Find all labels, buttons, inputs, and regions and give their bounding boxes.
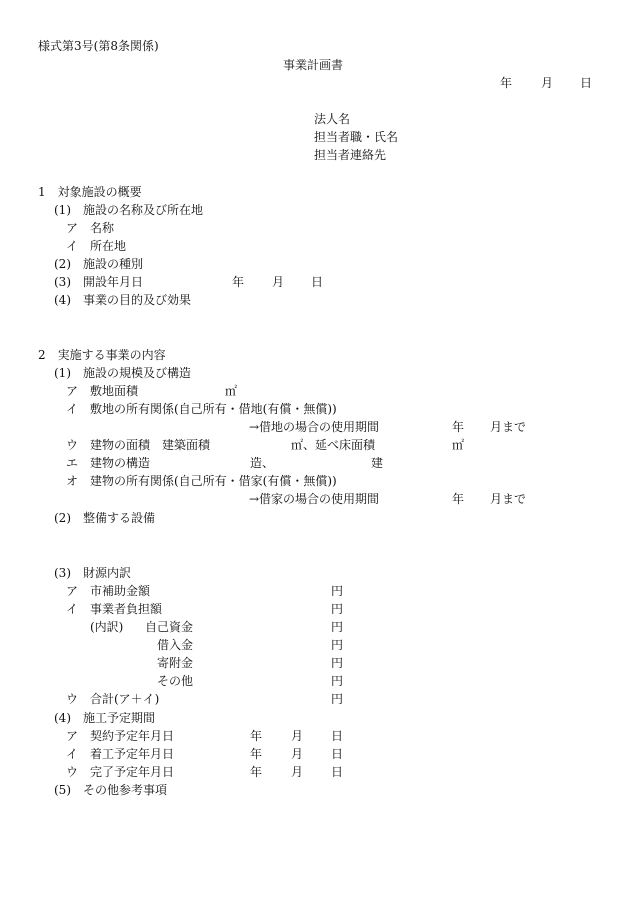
sec1-item-1: (1) 施設の名称及び所在地 — [54, 203, 203, 217]
open-date-day: 日 — [311, 275, 324, 289]
completion-date-month: 月 — [291, 765, 304, 779]
city-subsidy-label: ア 市補助金額 — [66, 584, 151, 598]
person-label: 担当者職・氏名 — [314, 130, 399, 144]
total-yen: 円 — [331, 692, 344, 706]
contract-date-day: 日 — [331, 729, 344, 743]
floor-area-unit: ㎡ — [452, 438, 465, 452]
lease-period-label: →借地の場合の使用期間 — [249, 420, 380, 434]
loan-yen: 円 — [331, 638, 344, 652]
sec1-item-2: (2) 施設の種別 — [54, 257, 143, 271]
sec2-item-3: (3) 財源内訳 — [54, 566, 131, 580]
contract-date-year: 年 — [250, 729, 263, 743]
building-ownership-label: オ 建物の所有関係(自己所有・借家(有償・無償)) — [66, 474, 337, 488]
rental-period-year: 年 — [452, 492, 465, 506]
operator-burden-yen: 円 — [331, 602, 344, 616]
contract-date-label: ア 契約予定年月日 — [66, 729, 175, 743]
contract-date-month: 月 — [291, 729, 304, 743]
rental-period-until: 月まで — [490, 492, 527, 506]
start-date-year: 年 — [250, 747, 263, 761]
facility-address-label: イ 所在地 — [66, 239, 127, 253]
building-structure-label: エ 建物の構造 — [66, 456, 151, 470]
sec1-item-4: (4) 事業の目的及び効果 — [54, 293, 191, 307]
facility-name-label: ア 名称 — [66, 221, 115, 235]
corp-name-label: 法人名 — [314, 112, 351, 126]
open-date-year: 年 — [232, 275, 245, 289]
document-title: 事業計画書 — [283, 58, 344, 72]
loan-label: 借入金 — [157, 638, 194, 652]
start-date-month: 月 — [291, 747, 304, 761]
lease-period-year: 年 — [452, 420, 465, 434]
start-date-day: 日 — [331, 747, 344, 761]
own-funds-yen: 円 — [331, 620, 344, 634]
total-label: ウ 合計(ア＋イ) — [66, 692, 160, 706]
contact-label: 担当者連絡先 — [314, 148, 387, 162]
donation-label: 寄附金 — [157, 656, 194, 670]
own-funds-label: 自己資金 — [145, 620, 194, 634]
section-1-heading: 1 対象施設の概要 — [38, 185, 142, 199]
section-2-heading: 2 実施する事業の内容 — [38, 348, 166, 362]
structure-ken: 建 — [371, 456, 384, 470]
site-ownership-label: イ 敷地の所有関係(自己所有・借地(有償・無償)) — [66, 402, 337, 416]
other-funds-label: その他 — [157, 674, 194, 688]
date-year-label: 年 — [500, 76, 513, 90]
operator-burden-label: イ 事業者負担額 — [66, 602, 163, 616]
completion-date-day: 日 — [331, 765, 344, 779]
completion-date-year: 年 — [250, 765, 263, 779]
donation-yen: 円 — [331, 656, 344, 670]
completion-date-label: ウ 完了予定年月日 — [66, 765, 175, 779]
site-area-label: ア 敷地面積 — [66, 384, 139, 398]
site-area-unit: ㎡ — [225, 384, 238, 398]
lease-period-until: 月まで — [490, 420, 527, 434]
city-subsidy-yen: 円 — [331, 584, 344, 598]
form-number: 様式第3号(第8条関係) — [38, 39, 159, 53]
date-month-label: 月 — [541, 76, 554, 90]
building-area-label: ウ 建物の面積 建築面積 — [66, 438, 211, 452]
sec2-item-4: (4) 施工予定期間 — [54, 711, 155, 725]
breakdown-label: (内訳) — [90, 620, 124, 634]
other-funds-yen: 円 — [331, 674, 344, 688]
open-date-month: 月 — [272, 275, 285, 289]
sec2-item-2: (2) 整備する設備 — [54, 511, 155, 525]
date-day-label: 日 — [580, 76, 593, 90]
sec2-item-5: (5) その他参考事項 — [54, 783, 167, 797]
sec1-item-3: (3) 開設年月日 — [54, 275, 143, 289]
rental-period-label: →借家の場合の使用期間 — [249, 492, 380, 506]
structure-zou: 造、 — [250, 456, 275, 470]
start-date-label: イ 着工予定年月日 — [66, 747, 175, 761]
building-area-unit: ㎡、延べ床面積 — [291, 438, 376, 452]
sec2-item-1: (1) 施設の規模及び構造 — [54, 366, 191, 380]
